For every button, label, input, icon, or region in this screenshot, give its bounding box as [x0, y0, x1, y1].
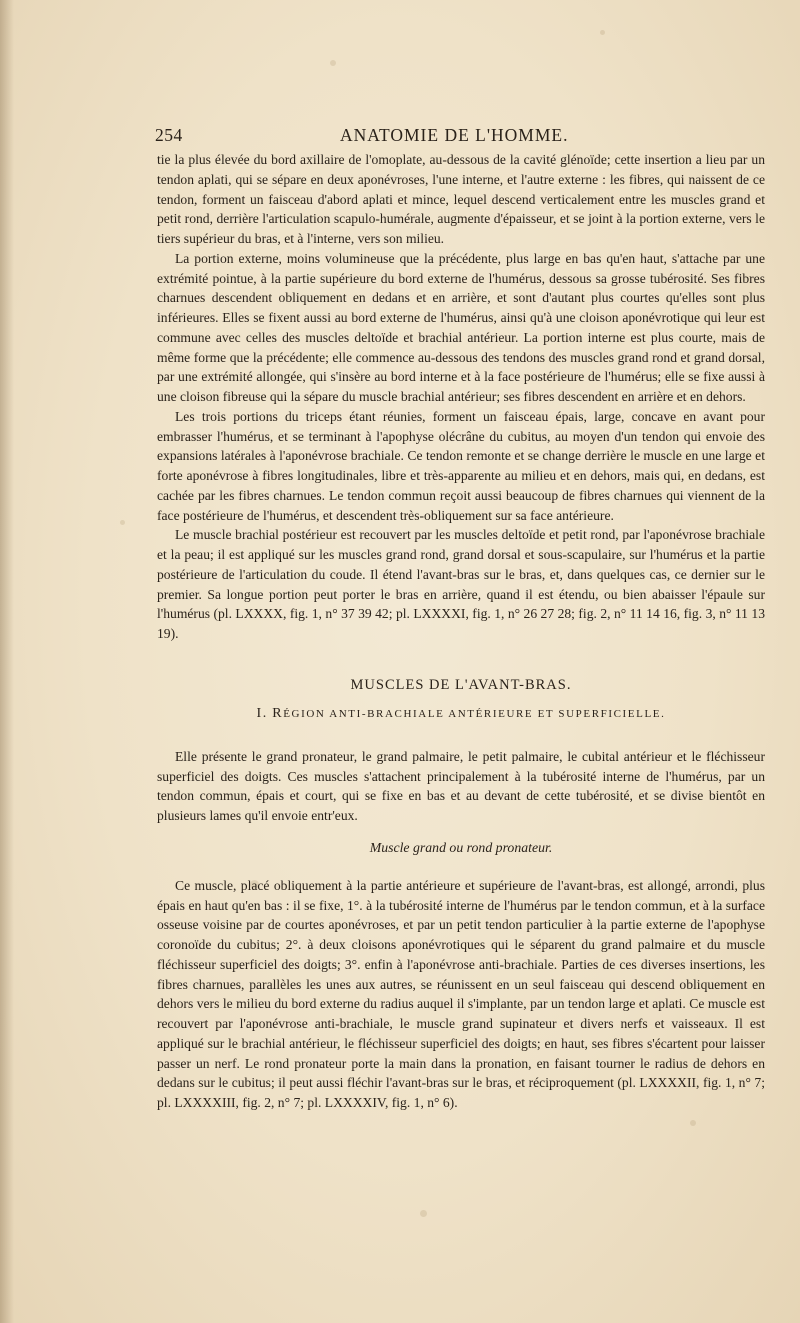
paragraph: Elle présente le grand pronateur, le grand palmaire, le petit palmaire, le cubital antérieur et le fléchisseur superficiel des doigts. Ces muscles s'attachent principalement à la tubérosité interne de l'humérus, par un tendon commun, épais et court, qui se fixe en bas et au devant de cette tubérosité, et se divise bientôt en plusieurs lames qu'il envoie entr'eux. [157, 748, 765, 823]
subsection-title [157, 704, 765, 724]
foxing-spot [330, 60, 336, 66]
paragraph-continued: tie la plus élevée du bord axillaire de l'omoplate, au-dessous de la cavité glénoïde; cette insertion a lieu par un tendon aplati, qui se sépare en deux aponévroses, l'une interne, et l'autre externe : les fibres, qui naissent de ce tendon, forment un faisceau d'abord aplati et mince, lequel descend verticalement entre les muscles grand et petit rond, derrière l'articulation scapulo-humérale, augmente d'épaisseur, et se joint à la portion externe, vers le tiers supérieur du bras, et à l'interne, vers son milieu. [157, 152, 765, 246]
paragraph: Le muscle brachial postérieur est recouvert par les muscles deltoïde et petit rond, par l'aponévrose brachiale et la peau; il est appliqué sur les muscles grand rond, grand dorsal et sous-scapulaire, sur l'humérus et la partie postérieure de l'articulation du coude. Il étend l'avant-bras sur le bras, et, dans quelques cas, ce dernier sur le premier. Sa longue portion peut porter le bras en arrière, quand il est étendu, ou bien abaisser l'épaule sur l'humérus (pl. LXXXX, fig. 1, n° 37 39 42; pl. LXXXXI, fig. 1, n° 26 27 28; fig. 2, n° 11 14 16, fig. 3, n° 11 13 19). [157, 527, 765, 641]
page-header [155, 125, 765, 147]
subsection-number: I. [256, 705, 268, 721]
foxing-spot [600, 30, 605, 35]
foxing-spot [420, 1210, 427, 1217]
subsection-text: ÉGION ANTI-BRACHIALE ANTÉRIEURE ET SUPERFICIELLE. [283, 707, 666, 720]
page-body [157, 150, 765, 1113]
page-number: 254 [155, 125, 183, 145]
paragraph: Les trois portions du triceps étant réunies, forment un faisceau épais, large, concave en avant pour embrasser l'humérus, et se terminant à l'apophyse olécrâne du cubitus, au moyen d'un tendon qui envoie des expansions latérales à l'aponévrose brachiale. Ce tendon remonte et se change derrière le muscle en une large et forte aponévrose à fibres longitudinales, libre et très-apparente au milieu et en dehors, mais qui, en dedans, est cachée par les fibres charnues. Le tendon commun reçoit aussi beaucoup de fibres charnues qui viennent de la face postérieure de l'humérus, et descendent très-obliquement sur sa face antérieure. [157, 408, 765, 523]
subsection-initial: R [272, 705, 284, 721]
foxing-spot [690, 1120, 696, 1126]
paragraph: Ce muscle, placé obliquement à la partie antérieure et supérieure de l'avant-bras, est allongé, arrondi, plus épais en haut qu'en bas : il se fixe, 1°. à la tubérosité interne de l'humérus par le tendon commun, et à la surface osseuse voisine par de courtes aponévroses, et par un petit tendon particulier à la partie externe de l'apophyse coronoïde du cubitus; 2°. à deux cloisons aponévrotiques qui le séparent du grand palmaire et du muscle fléchisseur superficiel des doigts; 3°. enfin à l'aponévrose anti-brachiale. Parties de ces diverses insertions, les fibres charnues, parallèles les unes aux autres, se réunissent en un seul faisceau qui descend obliquement en dehors vers le milieu du bord externe du radius auquel il s'implante, par un tendon large et aplati. Ce muscle est recouvert par l'aponévrose anti-brachiale, le muscle grand supinateur et divers nerfs et vaisseaux. Il est appliqué sur le brachial antérieur, le fléchisseur superficiel des doigts; en haut, ses fibres s'écartent pour laisser passer un nerf. Le rond pronateur porte la main dans la pronation, en faisant tourner le radius de dehors en dedans sur le cubitus; il peut aussi fléchir l'avant-bras sur le bras, et réciproquement (pl. LXXXXII, fig. 1, n° 7; pl. LXXXXIII, fig. 2, n° 7; pl. LXXXXIV, fig. 1, n° 6). [157, 877, 765, 1110]
page-edge-shadow [0, 0, 14, 1323]
section-title: MUSCLES DE L'AVANT-BRAS. [350, 676, 572, 693]
muscle-title: Muscle grand ou rond pronateur. [369, 839, 553, 855]
paragraph: La portion externe, moins volumineuse que la précédente, plus large en bas qu'en haut, s'attache par une extrémité pointue, à la partie supérieure du bord externe de l'humérus, dessous sa grosse tubérosité. Ses fibres charnues descendent obliquement en dedans et en arrière, et sont d'autant plus courtes qu'elles sont plus inférieures. Elles se fixent aussi au bord externe de l'humérus, ainsi qu'à une cloison aponévrotique qui leur est commune avec celles des muscles deltoïde et brachial antérieur. La portion interne est plus courte, mais de même forme que la précédente; elle commence au-dessous des tendons des muscles grand rond et grand dorsal, par une extrémité allongée, qui s'insère au bord interne et à la face postérieure de l'humérus; elle se fixe aussi à une cloison fibreuse qui la sépare du muscle brachial antérieur; ses fibres descendent en arrière et en dehors. [157, 250, 765, 404]
foxing-spot [120, 520, 125, 525]
running-title: ANATOMIE DE L'HOMME. [340, 125, 569, 145]
